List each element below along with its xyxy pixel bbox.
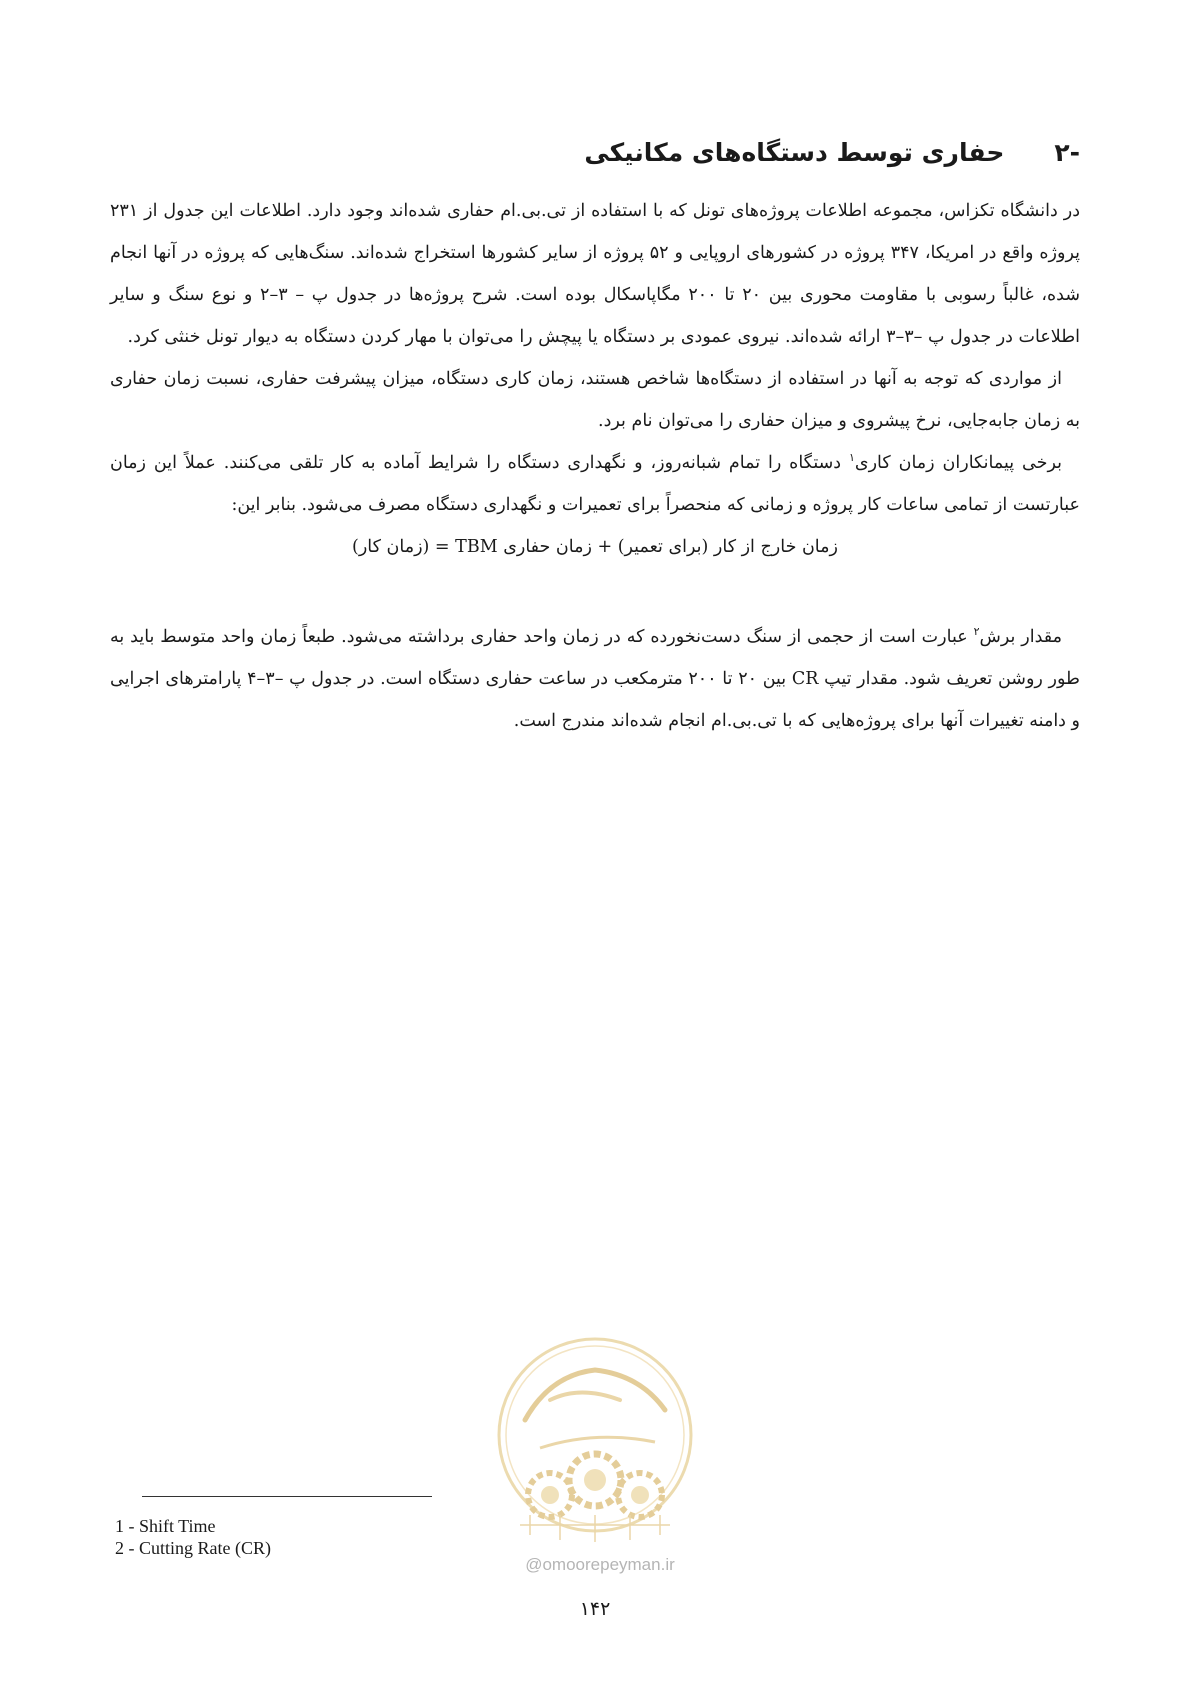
footnote-divider [142, 1496, 432, 1497]
paragraph-4-rest: عبارت است از حجمی از سنگ دست‌نخورده که در زمان واحد حفاری برداشته می‌شود. طبعاً زمان واحد متوسط باید به طور روشن تعریف شود. مقدار تیپ CR بین ۲۰ تا ۲۰۰ مترمکعب در ساعت حفاری دستگاه است. در جدول پ –۳–۴ پارامترهای اجرایی و دامنه تغییرات آنها برای پروژه‌هایی که با تی.بی.ام انجام شده‌اند مندرج است. [110, 627, 1080, 731]
paragraph-4 [110, 616, 1080, 742]
paragraph-4-start: مقدار برش [979, 627, 1062, 647]
footnote-1: 1 - Shift Time [115, 1516, 216, 1536]
footnote-2: 2 - Cutting Rate (CR) [115, 1538, 271, 1558]
paragraph-2: از مواردی که توجه به آنها در استفاده از دستگاه‌ها شاخص هستند، زمان کاری دستگاه، میزان پیشرفت حفاری، نسبت زمان حفاری به زمان جابه‌جایی، نرخ پیشروی و میزان حفاری را می‌توان نام برد. [110, 369, 1080, 431]
watermark-url: @omoorepeyman.ir [525, 1555, 675, 1574]
paragraph-3-rest: دستگاه را تمام شبانه‌روز، و نگهداری دستگاه را شرایط آماده به کار تلقی می‌کنند. عملاً این زمان عبارتست از تمامی ساعات کار پروژه و زمانی که منحصراً برای تعمیرات و نگهداری دستگاه مصرف می‌شود. بنابر این: [110, 453, 1080, 515]
footnotes [115, 1515, 271, 1559]
paragraph-3-start: برخی پیمانکاران زمان کاری [854, 453, 1062, 473]
paragraph-3 [110, 442, 1080, 526]
section-heading [110, 138, 1080, 167]
section-number: -۲ [1054, 138, 1080, 167]
paragraph-1: در دانشگاه تکزاس، مجموعه اطلاعات پروژه‌های تونل که با استفاده از تی.بی.ام حفاری شده‌اند وجود دارد. اطلاعات این جدول از ۲۳۱ پروژه واقع در امریکا، ۳۴۷ پروژه در کشورهای اروپایی و ۵۲ پروژه از سایر کشورها استخراج شده‌اند. سنگ‌هایی که پروژه در آنها انجام شده، غالباً رسوبی با مقاومت محوری بین ۲۰ تا ۲۰۰ مگاپاسکال بوده است. شرح پروژه‌ها در جدول پ – ۳–۲ و نوع سنگ و سایر اطلاعات در جدول پ –۳–۳ ارائه شده‌اند. نیروی عمودی بر دستگاه یا پیچش را می‌توان با مهار کردن دستگاه به دیوار تونل خنثی کرد. [110, 201, 1080, 347]
watermark-logo [490, 1330, 700, 1560]
body-text [110, 190, 1080, 742]
page-number: ۱۴۲ [579, 1598, 611, 1620]
footnote-ref-1: ۱ [848, 451, 855, 465]
footnote-ref-2: ۲ [973, 625, 980, 639]
formula: زمان خارج از کار (برای تعمیر) + زمان حفاری TBM = (زمان کار) [352, 537, 838, 557]
section-title: حفاری توسط دستگاه‌های مکانیکی [584, 138, 1005, 167]
